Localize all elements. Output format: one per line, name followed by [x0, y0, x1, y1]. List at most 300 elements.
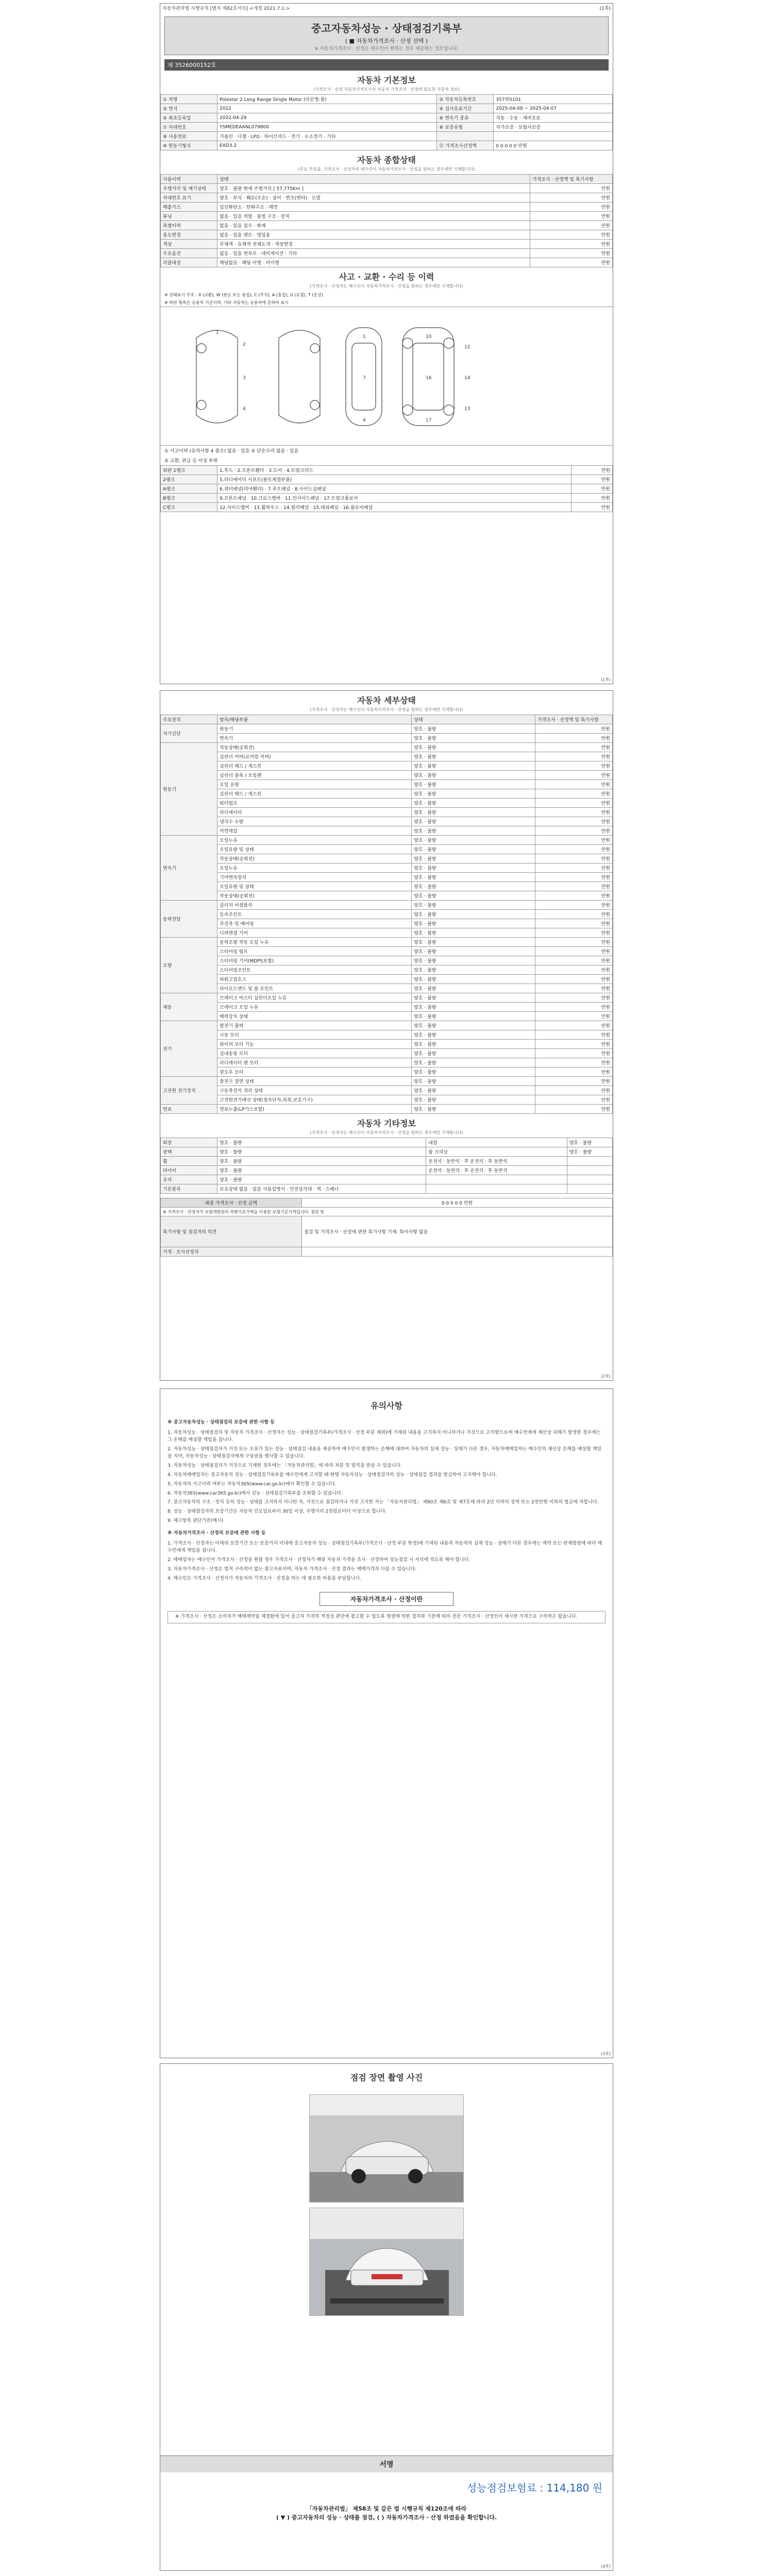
- insurance-amount-label: 성능점검보험료 :: [466, 2482, 547, 2494]
- detail-item-status: 양호 · 불량: [412, 928, 535, 938]
- other-label: 휠: [161, 1157, 217, 1166]
- notes-paragraph: 3. 자동차성능 · 상태점검자가 거짓으로 기재한 경우에는 「자동차관리법」에 따라 처분 및 벌칙을 받을 수 있습니다.: [167, 1463, 402, 1468]
- accident-rank-label: C랭크: [161, 503, 217, 512]
- detail-item-status: 양호 · 불량: [412, 873, 535, 882]
- basic-info-label-2: ② 자동차등록번호: [437, 95, 494, 104]
- detail-item-label: 윈도우 모터: [217, 1067, 412, 1077]
- detail-item-label: 추진축 및 베어링: [217, 919, 412, 928]
- basic-info-label-2: ④ 검사유효기간: [437, 104, 494, 113]
- final-price-note: ※ 가격조사 · 산정자가 보험개발원의 차량기준가액을 이용한 보험기준가격입니다. 점검 및: [161, 1208, 613, 1216]
- notes-title: 유의사항: [371, 1401, 402, 1411]
- basic-info-title: 자동차 기본정보: [357, 75, 416, 85]
- svg-text:2: 2: [243, 342, 246, 347]
- basic-info-label-2: [437, 132, 494, 141]
- detail-item-label: 스티어링 기어(MDPS포함): [217, 956, 412, 965]
- detail-item-price: 만원: [535, 891, 613, 901]
- detail-item-label: 오일유량 및 상태: [217, 882, 412, 891]
- detail-item-label: 타이로드엔드 및 볼 조인트: [217, 984, 412, 993]
- detail-item-status: 양호 · 불량: [412, 780, 535, 789]
- other-label-2: 운전석 · 동반석 · 후 운전석 · 후 동반석: [426, 1157, 567, 1166]
- detail-item-status: 양호 · 불량: [412, 863, 535, 873]
- special-value: 점검 및 가격조사 · 산정에 관한 특기사항 기재. 특이사항 없음: [302, 1216, 613, 1247]
- detail-item-price: 만원: [535, 780, 613, 789]
- detail-item-status: 양호 · 불량: [412, 891, 535, 901]
- detail-item-status: 양호 · 불량: [412, 1058, 535, 1067]
- detail-item-status: 양호 · 불량: [412, 965, 535, 975]
- overall-head-2: 상태: [217, 175, 530, 184]
- detail-row: [161, 724, 613, 734]
- detail-group-label: 동력전달: [161, 901, 217, 938]
- detail-item-status: 양호 · 불량: [412, 752, 535, 761]
- basic-info-row: [161, 141, 613, 150]
- wheel-fr-icon: [444, 338, 454, 348]
- accident-rank-label: A랭크: [161, 484, 217, 494]
- detail-row: [161, 1049, 613, 1058]
- detail-head-2: 항목/해당부품: [217, 715, 412, 724]
- overall-price: 만원: [530, 249, 613, 258]
- detail-row: [161, 1105, 613, 1114]
- basic-info-value: EAD3.2: [217, 141, 437, 150]
- overall-price: 만원: [530, 184, 613, 193]
- svg-text:7: 7: [363, 376, 366, 381]
- detail-row: [161, 1003, 613, 1012]
- overall-row: [161, 202, 613, 212]
- detail-title: 자동차 세부상태: [357, 696, 416, 705]
- overall-row: [161, 184, 613, 193]
- detail-row: [161, 854, 613, 863]
- detail-item-status: 양호 · 불량: [412, 817, 535, 826]
- detail-item-label: 실내송풍 모터: [217, 1049, 412, 1058]
- detail-item-label: 작동상태(공회전): [217, 891, 412, 901]
- detail-item-label: 냉각수 수량: [217, 817, 412, 826]
- basic-info-value-2: 0 0 0 0 0 만원: [494, 141, 613, 150]
- detail-item-label: 실린더 블록 / 오일팬: [217, 771, 412, 780]
- detail-item-status: 양호 · 불량: [412, 975, 535, 984]
- detail-row: [161, 947, 613, 956]
- detail-row: [161, 826, 613, 836]
- detail-item-label: 워터펌프: [217, 799, 412, 808]
- overall-price: 만원: [530, 193, 613, 202]
- basic-info-label-2: ⑪ 가격조사산정액: [437, 141, 494, 150]
- detail-row: [161, 799, 613, 808]
- detail-row: [161, 928, 613, 938]
- car-side-left-shape: [196, 330, 238, 423]
- detail-item-price: 만원: [535, 1077, 613, 1086]
- detail-item-price: 만원: [535, 1086, 613, 1095]
- other-value-2: [567, 1166, 612, 1175]
- detail-head-4: 가격조사 · 산정액 및 특기사항: [535, 715, 613, 724]
- overall-head-4: 가격조사 · 산정액 및 특기사항: [530, 175, 613, 184]
- detail-item-label: 발전기 출력: [217, 1021, 412, 1030]
- basic-info-label: ① 차명: [161, 95, 217, 104]
- detail-item-price: 만원: [535, 863, 613, 873]
- other-row: [161, 1184, 613, 1194]
- notes-paragraph: 1. 자동차성능 · 상태점검자 및 자동차 가격조사 · 산정자는 성능 · 상태점검기록부(가격조사 · 산정 부분 제외)에 기재된 내용을 고지하지 아니하거나 거짓으로 고지함으로써 매수인에게 재산상 피해가 발생한 경우에는 그 손해를 배상할 책임을 집니다.: [167, 1430, 601, 1443]
- detail-item-label: 파워고압호스: [217, 975, 412, 984]
- notes-paragraph-2: 2. 매매업자는 매수인이 가격조사 · 산정을 원할 경우 가격조사 · 산정자가 해당 자동차 가격을 조사 · 산정하여 성능점검 시 서식에 적도록 해야 합니다.: [167, 1557, 470, 1563]
- wheel-rl-icon: [402, 405, 413, 415]
- special-label-2: 가격 · 조사산정자: [161, 1247, 302, 1257]
- overall-label: 튜닝: [161, 212, 217, 221]
- basic-info-value-2: [494, 132, 613, 141]
- other-value: 양호 · 불량: [217, 1166, 426, 1175]
- basic-info-label: ⑤ 최초등록일: [161, 113, 217, 123]
- overall-price: 만원: [530, 202, 613, 212]
- sheet-page-4: [160, 2063, 613, 2571]
- detail-head-3: 상태: [412, 715, 535, 724]
- detail-row: [161, 1040, 613, 1049]
- page-label-1: (1쪽): [600, 677, 611, 682]
- detail-item-price: 만원: [535, 882, 613, 891]
- footer-line-2: ( ▼ ) 중고자동차의 성능 · 상태를 점검, ( ) 자동차가격조사 · 산정 하였음을 확인합니다.: [276, 2514, 497, 2521]
- detail-item-status: 양호 · 불량: [412, 910, 535, 919]
- detail-group-label: 고전원 전기장치: [161, 1077, 217, 1105]
- accident-rank-label: 2랭크: [161, 475, 217, 484]
- overall-value: 양호 · 부식 · 훼손(오손) · 상이 · 변조(변타) · 도말: [217, 193, 530, 202]
- detail-item-status: 양호 · 불량: [412, 1040, 535, 1049]
- other-label: 유리: [161, 1175, 217, 1184]
- detail-item-status: 양호 · 불량: [412, 993, 535, 1003]
- detail-row: [161, 910, 613, 919]
- notes-paragraph: 4. 자동차매매업자는 중고자동차 성능 · 상태점검기록부를 매수인에게 고지할 때 현행 자동차성능 · 상태점검자의 성능 · 상태점검 결과를 발급하여 고지해야 합니다.: [167, 1472, 497, 1478]
- detail-item-status: 양호 · 불량: [412, 947, 535, 956]
- notes-box-title: 자동차가격조사 · 산정이란: [320, 1592, 453, 1606]
- basic-info-value-2: 자동 · 수동 · 세미오토: [494, 113, 613, 123]
- accident-rank-value: 9.프론트패널 · 10.크로스멤버 · 11.인사이드패널 · 17.트렁크플로어: [217, 494, 572, 503]
- detail-item-price: 만원: [535, 956, 613, 965]
- detail-item-price: 만원: [535, 1040, 613, 1049]
- detail-group-label: 조향: [161, 938, 217, 993]
- other-row: [161, 1175, 613, 1184]
- basic-info-value: Polestar 2 Long Range Single Motor (국문명:폴): [217, 95, 437, 104]
- detail-sub: (가격조사 · 산정자는 매수인이 자동차가격조사 · 산정을 원하는 경우에만 기재합니다): [310, 707, 463, 712]
- detail-item-status: 양호 · 불량: [412, 1105, 535, 1114]
- final-price-value: 0 0 0 0 0 만원: [302, 1198, 613, 1208]
- wheel-side-1: [197, 344, 206, 353]
- detail-group-label: 자기진단: [161, 724, 217, 743]
- detail-row: [161, 938, 613, 947]
- basic-info-sub: (가격조사 · 산정 자동차가격조사의 자동차 가격조사 · 산정에 필요한 자동차 정보): [313, 87, 460, 92]
- other-label-2: 룸 크리닝: [426, 1147, 567, 1157]
- overall-table: [160, 174, 613, 267]
- basic-info-row: [161, 104, 613, 113]
- other-value-2: 양호 · 불량: [567, 1138, 612, 1147]
- accident-rank-price: 만원: [572, 503, 613, 512]
- accident-legend-2: ※ 하단 항목은 승용차 기준이며, 기타 자동차는 승용차에 준하여 표시: [164, 300, 289, 305]
- basic-info-value-2: 자가보증 · 보험사보증: [494, 123, 613, 132]
- photos-title: 점검 장면 촬영 사진: [350, 2073, 423, 2082]
- detail-item-price: 만원: [535, 1105, 613, 1114]
- overall-value: 해당없음 · 해당 이행 · 미이행: [217, 258, 530, 267]
- overall-price: 만원: [530, 240, 613, 249]
- detail-item-price: 만원: [535, 845, 613, 854]
- overall-row: [161, 258, 613, 267]
- svg-text:1: 1: [216, 330, 219, 335]
- detail-item-price: 만원: [535, 771, 613, 780]
- sign-label: 서명: [160, 2455, 613, 2472]
- detail-item-label: 커먼레일: [217, 826, 412, 836]
- form-topline: [160, 4, 613, 12]
- detail-item-price: 만원: [535, 817, 613, 826]
- detail-item-label: 클러치 어셈블리: [217, 901, 412, 910]
- document-subtitle: ( ■ 자동차가격조사 · 산정 선택 ): [345, 38, 428, 44]
- detail-item-price: 만원: [535, 734, 613, 743]
- other-sub: (가격조사 · 산정자는 매수인이 자동차가격조사 · 산정을 원하는 경우에만 기재합니다): [310, 1130, 463, 1135]
- detail-item-status: 양호 · 불량: [412, 761, 535, 771]
- detail-row: [161, 993, 613, 1003]
- basic-info-row: [161, 113, 613, 123]
- detail-item-label: 연료누출(LP가스포함): [217, 1105, 412, 1114]
- detail-item-price: 만원: [535, 799, 613, 808]
- overall-label: 주요옵션: [161, 249, 217, 258]
- detail-group-label: 원동기: [161, 743, 217, 836]
- detail-row: [161, 743, 613, 752]
- svg-text:13: 13: [464, 406, 470, 412]
- svg-text:1: 1: [363, 334, 366, 340]
- detail-row: [161, 1077, 613, 1086]
- detail-item-status: 양호 · 불량: [412, 771, 535, 780]
- accident-rank-value: 6.쿼터패널(리어휀더) · 7.루프패널 · 8.사이드실패널: [217, 484, 572, 494]
- detail-item-status: 양호 · 불량: [412, 836, 535, 845]
- insurance-amount-value: 114,180 원: [546, 2482, 602, 2494]
- basic-info-table: [160, 94, 613, 150]
- detail-item-status: 양호 · 불량: [412, 1049, 535, 1058]
- detail-item-status: 양호 · 불량: [412, 1003, 535, 1012]
- notes-paragraph-2: 4. 매수인은 가격조사 · 산정자가 자동차의 가격조사 · 산정을 하는 데 필요한 비용을 부담합니다.: [167, 1575, 362, 1581]
- title-box: [164, 16, 609, 55]
- detail-item-status: 양호 · 불량: [412, 901, 535, 910]
- accident-rank-label: 외판 1랭크: [161, 466, 217, 475]
- notes-paragraph: 5. 자동차의 사고이력 여부는 자동차365(www.car.go.kr)에서 확인할 수 있습니다.: [167, 1481, 337, 1487]
- detail-row: [161, 761, 613, 771]
- detail-item-price: 만원: [535, 1003, 613, 1012]
- detail-item-status: 양호 · 불량: [412, 984, 535, 993]
- basic-info-row: [161, 95, 613, 104]
- detail-item-status: 양호 · 불량: [412, 743, 535, 752]
- sheet-page-1: [160, 3, 613, 684]
- other-value-2: 양호 · 불량: [567, 1147, 612, 1157]
- basic-info-label-2: ⑥ 변속기 종류: [437, 113, 494, 123]
- detail-item-label: 구동축전지 격리 상태: [217, 1086, 412, 1095]
- detail-item-price: 만원: [535, 901, 613, 910]
- detail-item-label: 오일누유: [217, 836, 412, 845]
- detail-item-price: 만원: [535, 743, 613, 752]
- detail-row: [161, 1086, 613, 1095]
- detail-item-label: 스티어링 펌프: [217, 947, 412, 956]
- detail-item-status: 양호 · 불량: [412, 919, 535, 928]
- document-title: 중고자동차성능 · 상태점검기록부: [311, 22, 462, 35]
- detail-item-label: 라디에이터 팬 모터: [217, 1058, 412, 1067]
- detail-item-label: 와이퍼 모터 기능: [217, 1040, 412, 1049]
- accident-rank-row: [161, 494, 613, 503]
- accident-title: 사고 · 교환 · 수리 등 이력: [339, 272, 434, 282]
- accident-legend: ※ 상태표시 부호 : X (교환), W (판금 또는 용접), C (부식), A (흠집), U (요철), T (손상): [164, 293, 324, 297]
- overall-value: 일산화탄소 · 탄화수소 · 매연: [217, 202, 530, 212]
- detail-item-price: 만원: [535, 836, 613, 845]
- page-label-2: (2쪽): [600, 1374, 611, 1379]
- special-label: 특기사항 및 점검자의 의견: [161, 1216, 302, 1247]
- detail-row: [161, 984, 613, 993]
- wheel-side-2: [197, 400, 206, 410]
- detail-row: [161, 919, 613, 928]
- detail-item-label: 스티어링조인트: [217, 965, 412, 975]
- detail-item-label: 시동 모터: [217, 1030, 412, 1040]
- accident-rank-row: [161, 484, 613, 494]
- other-label-2: [426, 1184, 567, 1194]
- accident-rank-price: 만원: [572, 475, 613, 484]
- notes-heading-2: ※ 자동차가격조사 · 산정의 보증에 관한 사항 등: [167, 1531, 266, 1536]
- wheel-side-4: [310, 400, 320, 410]
- detail-item-status: 양호 · 불량: [412, 1086, 535, 1095]
- detail-row: [161, 789, 613, 799]
- car-diagram: [160, 307, 613, 446]
- sheet-page-3: [160, 1388, 613, 2058]
- overall-label: 용도변경: [161, 230, 217, 240]
- detail-item-price: 만원: [535, 947, 613, 956]
- detail-item-status: 양호 · 불량: [412, 789, 535, 799]
- detail-row: [161, 734, 613, 743]
- detail-item-label: 작동상태(공회전): [217, 743, 412, 752]
- basic-info-value-2: 357하5101: [494, 95, 613, 104]
- detail-item-label: 브레이크 마스터 실린더오일 누유: [217, 993, 412, 1003]
- detail-row: [161, 901, 613, 910]
- insurance-amount: [160, 2472, 613, 2502]
- detail-row: [161, 1012, 613, 1021]
- overall-label: 배출가스: [161, 202, 217, 212]
- detail-item-status: 양호 · 불량: [412, 1077, 535, 1086]
- detail-item-price: 만원: [535, 826, 613, 836]
- svg-text:3: 3: [243, 376, 246, 381]
- overall-label: 리콜대상: [161, 258, 217, 267]
- detail-item-price: 만원: [535, 1030, 613, 1040]
- wheel-side-3: [310, 344, 320, 353]
- svg-text:4: 4: [243, 406, 246, 412]
- accident-sub: (가격조사 · 산정자는 매수인이 자동차가격조사 · 산정을 원하는 경우에만 기재합니다): [310, 284, 463, 289]
- other-row: [161, 1157, 613, 1166]
- detail-row: [161, 1021, 613, 1030]
- detail-row: [161, 752, 613, 761]
- detail-item-label: 동력조향 작동 오일 누유: [217, 938, 412, 947]
- notes-paragraph-2: 3. 자동차가격조사 · 산정은 법적 구속력이 없는 참고자료이며, 자동차 가격조사 · 산정 결과는 매매가격과 다를 수 있습니다.: [167, 1567, 417, 1572]
- overall-row: [161, 193, 613, 202]
- basic-info-row: [161, 123, 613, 132]
- detail-item-price: 만원: [535, 1049, 613, 1058]
- document-note: ※ 자동차가격조사 · 산정은 매수인이 원하는 경우 제공하는 정보입니다.: [314, 46, 459, 52]
- basic-info-value: YSMEDEAANL079800: [217, 123, 437, 132]
- detail-item-price: 만원: [535, 1058, 613, 1067]
- detail-item-price: 만원: [535, 854, 613, 863]
- form-law-ref: 자동차관리법 시행규칙 [별지 제82호서식] <개정 2021.7.1.>: [162, 6, 290, 11]
- detail-item-price: 만원: [535, 1021, 613, 1030]
- page-label-3: (3쪽): [600, 2052, 611, 2056]
- accident-rank-label: B랭크: [161, 494, 217, 503]
- svg-text:12: 12: [464, 345, 470, 350]
- overall-value: 무채색 · 유채색 전체도색 · 색상변경: [217, 240, 530, 249]
- overall-row: [161, 221, 613, 230]
- detail-item-status: 양호 · 불량: [412, 1067, 535, 1077]
- accident-rank-value: 5.라디에이터 서포트(볼트체결부품): [217, 475, 572, 484]
- accident-rank-value: 1.후드 · 2.프론트휀더 · 3.도어 · 4.트렁크리드: [217, 466, 572, 475]
- accident-rank-value: 12.사이드멤버 · 13.휠하우스 · 14.필러패널 · 15.대쉬패널 · 16.플로어패널: [217, 503, 572, 512]
- detail-item-status: 양호 · 불량: [412, 938, 535, 947]
- basic-info-value: 가솔린 · 디젤 · LPG · 하이브리드 · 전기 · 수소전기 · 기타: [217, 132, 437, 141]
- detail-item-label: 오일누유: [217, 863, 412, 873]
- footer-statement: [160, 2502, 613, 2525]
- detail-row: [161, 808, 613, 817]
- overall-value: 양호 · 불량 현재 주행거리 [ 57,775Km ]: [217, 184, 530, 193]
- detail-item-status: 양호 · 불량: [412, 1021, 535, 1030]
- detail-item-price: 만원: [535, 993, 613, 1003]
- detail-item-price: 만원: [535, 919, 613, 928]
- detail-item-label: 실린더 커버(로커암 커버): [217, 752, 412, 761]
- sheet-page-2: [160, 690, 613, 1381]
- other-value: 양호 · 불량: [217, 1147, 426, 1157]
- other-title: 자동차 기타정보: [357, 1118, 416, 1128]
- detail-item-price: 만원: [535, 910, 613, 919]
- other-label: 광택: [161, 1147, 217, 1157]
- accident-rank-row: [161, 466, 613, 475]
- overall-value: 없음 · 있음 렌트 · 영업용: [217, 230, 530, 240]
- detail-item-label: 변속기: [217, 734, 412, 743]
- overall-label: 차대번호 표기: [161, 193, 217, 202]
- notes-paragraph: 9. 체크항목 판단기준(예시): [167, 1518, 224, 1524]
- detail-item-label: 등속조인트: [217, 910, 412, 919]
- accident-q2: ② 교환, 판금 등 이상 부위: [164, 459, 218, 464]
- svg-text:17: 17: [426, 418, 432, 423]
- other-label-2: 운전석 · 동반석 · 후 운전석 · 후 동반석: [426, 1166, 567, 1175]
- detail-item-status: 양호 · 불량: [412, 724, 535, 734]
- overall-label: 색상: [161, 240, 217, 249]
- other-label: 외장: [161, 1138, 217, 1147]
- accident-rank-row: [161, 475, 613, 484]
- detail-item-status: 양호 · 불량: [412, 854, 535, 863]
- wheel-rr-icon: [444, 405, 454, 415]
- detail-item-status: 양호 · 불량: [412, 1012, 535, 1021]
- other-label-2: [426, 1175, 567, 1184]
- notes-paragraph: 8. 성능 · 상태점검자의 보증기간은 자동차 인도일로부터 30일 이상, 주행거리 2천킬로미터 이상으로 합니다.: [167, 1509, 387, 1515]
- svg-text:4: 4: [363, 418, 366, 423]
- detail-item-status: 양호 · 불량: [412, 799, 535, 808]
- other-table: [160, 1138, 613, 1194]
- detail-item-status: 양호 · 불량: [412, 734, 535, 743]
- notes-paragraph: 2. 자동차성능 · 상태점검자가 거짓 또는 오류가 있는 성능 · 상태점검 내용을 제공하여 매수인이 발생하는 손해에 대하여 자동차의 실제 성능 · 상태가 다른 경우, 자동차매매업자는 매수인의 재산상 손해를 배상할 책임을 지며, 자동차성능 · 상태점검자에게 구상권을 행사할 수 있습니다.: [167, 1446, 601, 1459]
- detail-row: [161, 780, 613, 789]
- form-page-ref: (1쪽): [599, 6, 611, 11]
- detail-item-price: 만원: [535, 1012, 613, 1021]
- detail-group-label: 연료: [161, 1105, 217, 1114]
- basic-info-label: ③ 연식: [161, 104, 217, 113]
- detail-row: [161, 965, 613, 975]
- detail-item-status: 양호 · 불량: [412, 826, 535, 836]
- detail-item-status: 양호 · 불량: [412, 808, 535, 817]
- detail-item-label: 배력장치 상태: [217, 1012, 412, 1021]
- footer-line-1: 「자동차관리법」 제58조 및 같은 법 시행규칙 제120조에 따라: [306, 2505, 467, 2512]
- detail-row: [161, 1058, 613, 1067]
- detail-row: [161, 1067, 613, 1077]
- other-value: 양호 · 불량: [217, 1138, 426, 1147]
- detail-item-price: 만원: [535, 928, 613, 938]
- detail-item-status: 양호 · 불량: [412, 845, 535, 854]
- detail-row: [161, 1030, 613, 1040]
- overall-row: [161, 230, 613, 240]
- notes-paragraph-2: 1. 가격조사 · 산정자는 아래의 보증기간 또는 보증거리 이내에 중고자동차 성능 · 상태점검기록부(가격조사 · 산정 부분 한정)에 기재된 내용과 자동차의 실제 성능 · 상태가 다른 경우에는 계약 또는 관계법령에 따라 매수인에게 책임을 집니다.: [167, 1541, 602, 1554]
- detail-item-price: 만원: [535, 965, 613, 975]
- detail-group-label: 제동: [161, 993, 217, 1021]
- basic-info-label: ⑨ 사용연료: [161, 132, 217, 141]
- notes-body: [160, 1412, 613, 1587]
- detail-item-label: 브레이크 오일 누유: [217, 1003, 412, 1012]
- detail-item-price: 만원: [535, 761, 613, 771]
